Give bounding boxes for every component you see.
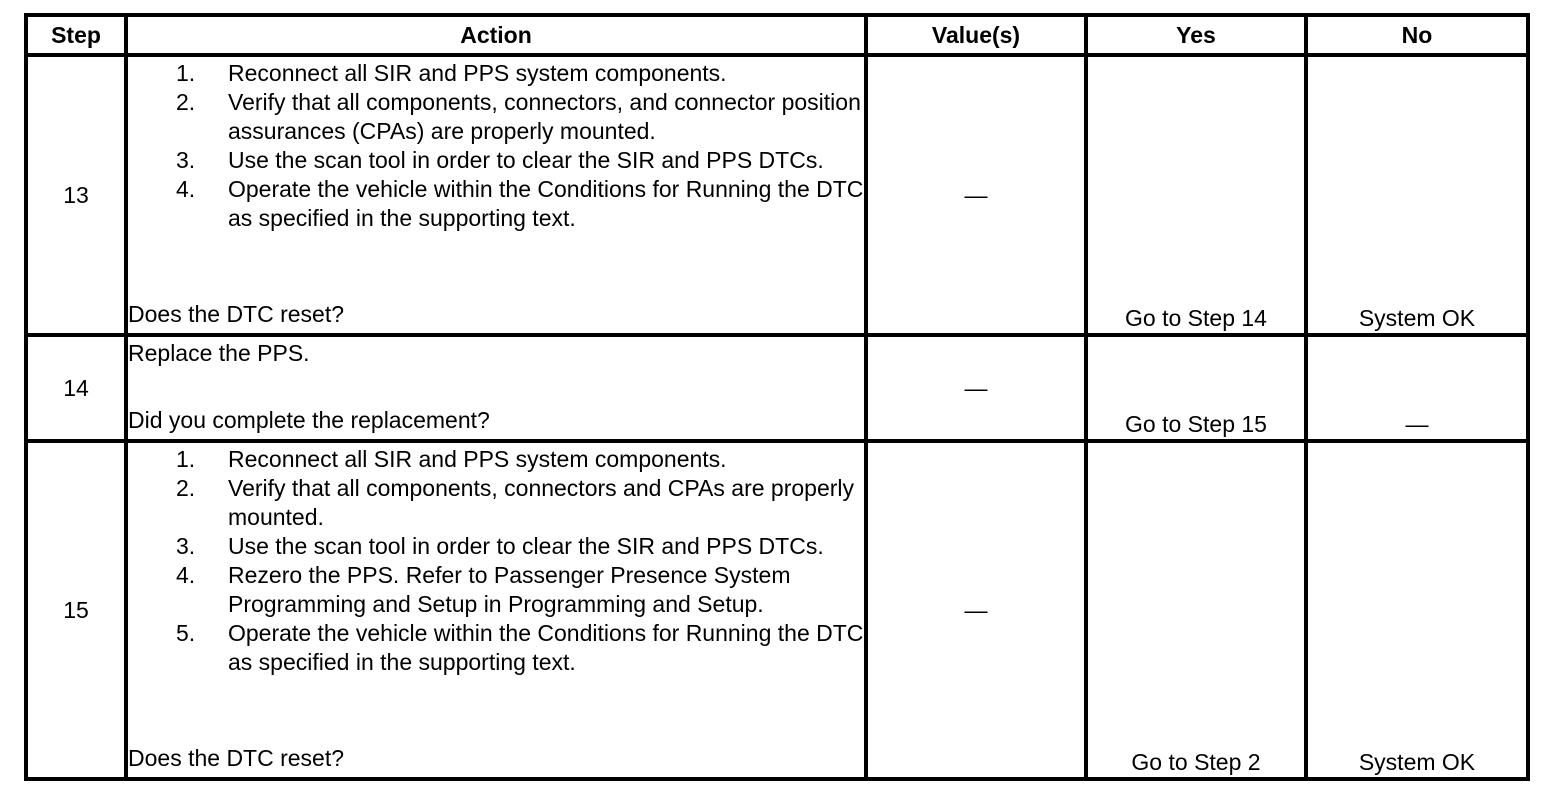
no-cell: System OK xyxy=(1306,55,1528,335)
table-row xyxy=(26,441,1528,779)
header-yes: Yes xyxy=(1086,15,1306,55)
action-question: Does the DTC reset? xyxy=(128,745,345,771)
list-item-number: 4. xyxy=(176,562,196,588)
action-cell xyxy=(126,441,866,779)
action-cell xyxy=(126,55,866,335)
list-item-text: Operate the vehicle within the Conditions for Running the DTC as specified in the supporting text. xyxy=(228,176,864,231)
list-item-text: Rezero the PPS. Refer to Passenger Presence System Programming and Setup in Programming and Setup. xyxy=(228,562,791,617)
list-item-text: Use the scan tool in order to clear the SIR and PPS DTCs. xyxy=(228,533,824,559)
list-item xyxy=(176,619,864,677)
list-item-text: Use the scan tool in order to clear the SIR and PPS DTCs. xyxy=(228,147,824,173)
list-item xyxy=(176,59,864,88)
list-item-text: Verify that all components, connectors, and connector position assurances (CPAs) are properly mounted. xyxy=(228,89,861,144)
list-item-number: 1. xyxy=(176,60,196,86)
yes-cell: Go to Step 2 xyxy=(1086,441,1306,779)
action-question: Does the DTC reset? xyxy=(128,301,345,327)
value-cell: — xyxy=(866,441,1086,779)
diagnostic-table xyxy=(24,13,1530,781)
table-row xyxy=(26,55,1528,335)
table-row xyxy=(26,335,1528,441)
list-item-number: 1. xyxy=(176,446,196,472)
header-step: Step xyxy=(26,15,126,55)
list-item xyxy=(176,445,864,474)
step-number: 14 xyxy=(26,335,126,441)
action-steps-list xyxy=(128,59,864,233)
no-cell: System OK xyxy=(1306,441,1528,779)
header-value: Value(s) xyxy=(866,15,1086,55)
list-item xyxy=(176,175,864,233)
yes-cell: Go to Step 14 xyxy=(1086,55,1306,335)
list-item-number: 3. xyxy=(176,147,196,173)
action-paragraph: Replace the PPS. xyxy=(128,340,310,366)
list-item-number: 4. xyxy=(176,176,196,202)
header-no: No xyxy=(1306,15,1528,55)
list-item xyxy=(176,88,864,146)
action-cell xyxy=(126,335,866,441)
list-item xyxy=(176,532,864,561)
action-question: Did you complete the replacement? xyxy=(128,407,490,433)
list-item xyxy=(176,474,864,532)
header-action: Action xyxy=(126,15,866,55)
action-steps-list xyxy=(128,445,864,677)
list-item-number: 2. xyxy=(176,89,196,115)
header-row xyxy=(26,15,1528,55)
list-item-text: Verify that all components, connectors and CPAs are properly mounted. xyxy=(228,475,855,530)
step-number: 15 xyxy=(26,441,126,779)
list-item-text: Operate the vehicle within the Conditions for Running the DTC as specified in the supporting text. xyxy=(228,620,864,675)
no-cell: — xyxy=(1306,335,1528,441)
list-item-number: 3. xyxy=(176,533,196,559)
list-item-number: 5. xyxy=(176,620,196,646)
list-item xyxy=(176,561,864,619)
list-item xyxy=(176,146,864,175)
yes-cell: Go to Step 15 xyxy=(1086,335,1306,441)
step-number: 13 xyxy=(26,55,126,335)
list-item-number: 2. xyxy=(176,475,196,501)
value-cell: — xyxy=(866,335,1086,441)
value-cell: — xyxy=(866,55,1086,335)
list-item-text: Reconnect all SIR and PPS system components. xyxy=(228,446,727,472)
list-item-text: Reconnect all SIR and PPS system components. xyxy=(228,60,727,86)
